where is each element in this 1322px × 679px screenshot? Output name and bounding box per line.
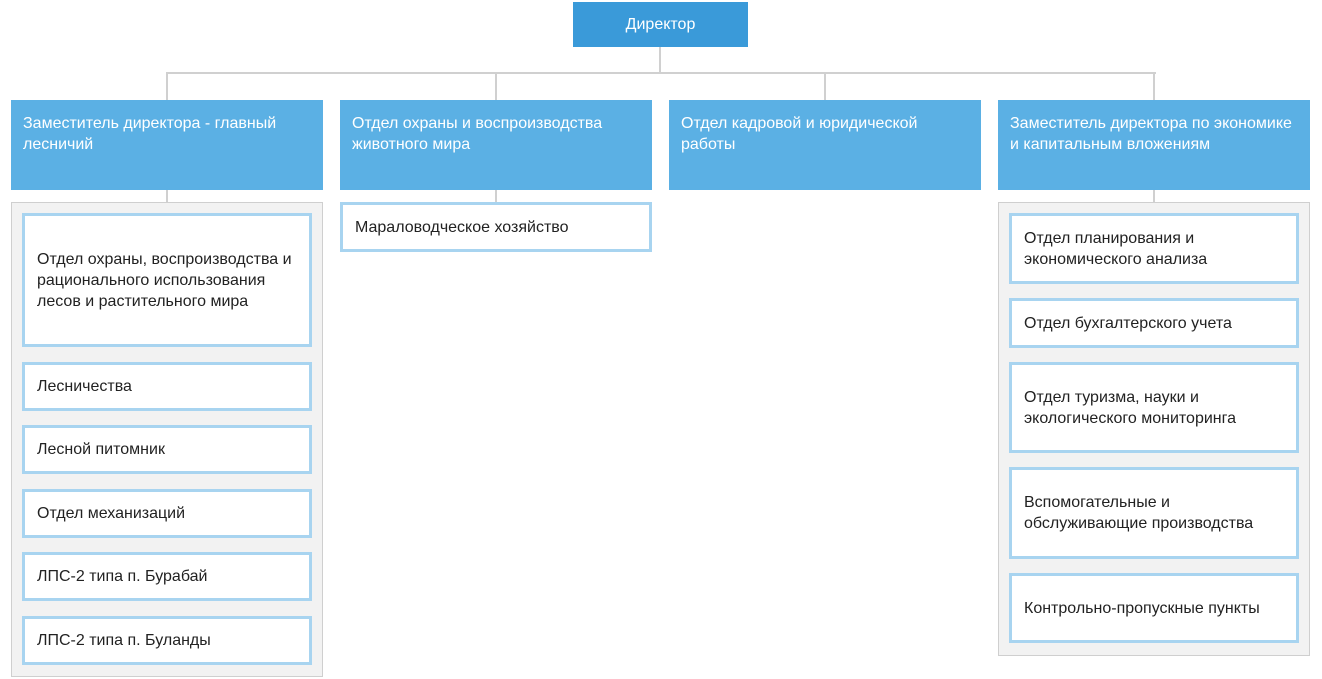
unit-label: Отдел механизаций <box>37 505 186 522</box>
unit-lps-burabay <box>22 552 312 601</box>
unit-checkpoints <box>1009 573 1299 643</box>
connector-col2 <box>495 72 497 100</box>
unit-label: Мараловодческое хозяйство <box>355 218 569 236</box>
connector-horizontal <box>166 72 1156 74</box>
connector-col3 <box>824 72 826 100</box>
unit-forest-nursery <box>22 425 312 474</box>
unit-label: Отдел планирования и экономического анализа <box>1024 229 1208 268</box>
director-box <box>573 2 748 47</box>
head-hr-legal-department <box>669 100 981 190</box>
unit-accounting <box>1009 298 1299 348</box>
unit-forestries <box>22 362 312 411</box>
head-deputy-chief-forester <box>11 100 323 190</box>
unit-label: Отдел бухгалтерского учета <box>1024 314 1232 332</box>
head-label: Отдел охраны и воспроизводства животного мира <box>352 115 603 153</box>
head-label: Заместитель директора - главный лесничий <box>23 115 277 153</box>
unit-forest-protection <box>22 213 312 347</box>
connector-col1 <box>166 72 168 100</box>
connector-col4-group <box>1153 190 1155 202</box>
unit-label: Лесной питомник <box>37 441 165 458</box>
unit-label: ЛПС-2 типа п. Бурабай <box>37 568 208 585</box>
unit-maral-farm <box>340 202 652 252</box>
connector-director-down <box>659 47 661 73</box>
director-label: Директор <box>625 15 696 33</box>
head-deputy-economics <box>998 100 1310 190</box>
unit-label: Отдел охраны, воспроизводства и рационального использования лесов и растительного мира <box>37 250 292 310</box>
unit-auxiliary-production <box>1009 467 1299 559</box>
connector-col4 <box>1153 72 1155 100</box>
unit-mechanization <box>22 489 312 538</box>
unit-label: Вспомогательные и обслуживающие производства <box>1024 494 1254 532</box>
connector-col2-group <box>495 190 497 202</box>
unit-label: Лесничества <box>37 378 132 395</box>
head-label: Отдел кадровой и юридической работы <box>681 115 918 153</box>
head-label: Заместитель директора по экономике и капитальным вложениям <box>1010 115 1292 153</box>
unit-lps-bulandy <box>22 616 312 665</box>
unit-label: ЛПС-2 типа п. Буланды <box>37 632 211 649</box>
unit-label: Контрольно-пропускные пункты <box>1024 599 1260 617</box>
head-wildlife-department <box>340 100 652 190</box>
unit-planning-analysis <box>1009 213 1299 284</box>
connector-col1-group <box>166 190 168 202</box>
unit-tourism-science <box>1009 362 1299 453</box>
unit-label: Отдел туризма, науки и экологического мониторинга <box>1024 388 1236 427</box>
